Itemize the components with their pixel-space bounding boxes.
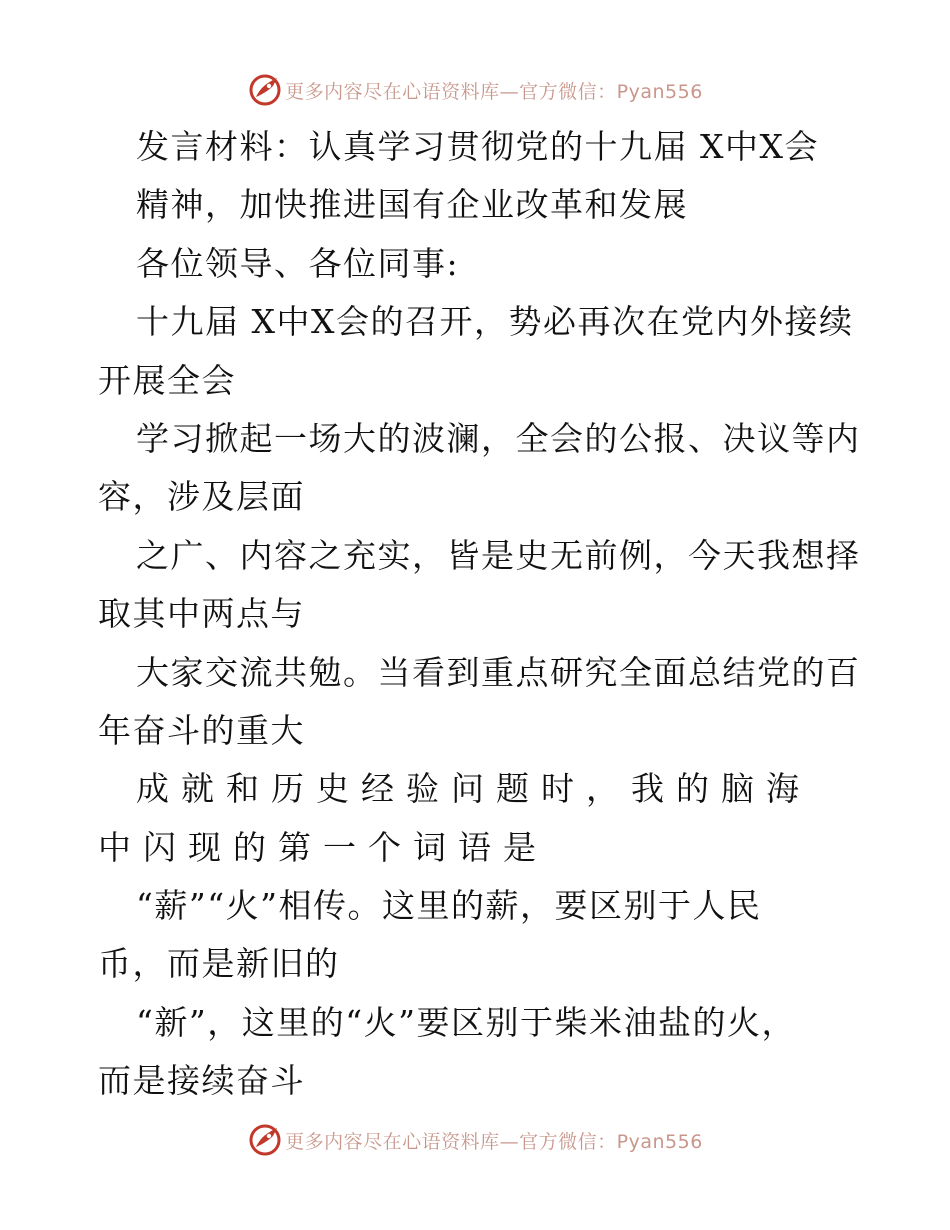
paragraph-line: “薪”“火”相传。这里的薪，要区别于人民 bbox=[136, 886, 762, 926]
paragraph-line: 中闪现的第一个词语是 bbox=[98, 827, 548, 867]
paragraph-line: 容，涉及层面 bbox=[98, 477, 305, 517]
pen-logo-icon bbox=[247, 1122, 283, 1158]
paragraph-line: 成就和历史经验问题时，我的脑海 bbox=[136, 769, 811, 809]
paragraph-line: 开展全会 bbox=[98, 360, 236, 400]
pen-logo-icon bbox=[247, 72, 283, 108]
header-watermark bbox=[0, 70, 950, 110]
paragraph-line: 之广、内容之充实，皆是史无前例，今天我想择 bbox=[136, 535, 861, 575]
footer-watermark-text: 更多内容尽在心语资料库—官方微信：Pyan556 bbox=[285, 1130, 703, 1153]
paragraph-line: “新”，这里的“火”要区别于柴米油盐的火， bbox=[136, 1002, 796, 1042]
document-body bbox=[98, 118, 861, 1111]
header-watermark-text: 更多内容尽在心语资料库—官方微信：Pyan556 bbox=[285, 80, 703, 103]
title-line-2: 精神，加快推进国有企业改革和发展 bbox=[136, 185, 688, 225]
paragraph-line: 取其中两点与 bbox=[98, 594, 305, 634]
salutation: 各位领导、各位同事: bbox=[136, 243, 460, 283]
paragraph-line: 大家交流共勉。当看到重点研究全面总结党的百 bbox=[136, 652, 861, 692]
title-line-1: 发言材料：认真学习贯彻党的十九届 X中X会 bbox=[136, 127, 819, 166]
footer-watermark bbox=[0, 1120, 950, 1160]
paragraph-line: 年奋斗的重大 bbox=[98, 710, 305, 750]
paragraph-line: 十九届 X中X会的召开，势必再次在党内外接续 bbox=[136, 302, 854, 342]
paragraph-line: 学习掀起一场大的波澜，全会的公报、决议等内 bbox=[136, 418, 861, 458]
paragraph-line: 而是接续奋斗 bbox=[98, 1061, 305, 1101]
paragraph-line: 币，而是新旧的 bbox=[98, 944, 340, 984]
